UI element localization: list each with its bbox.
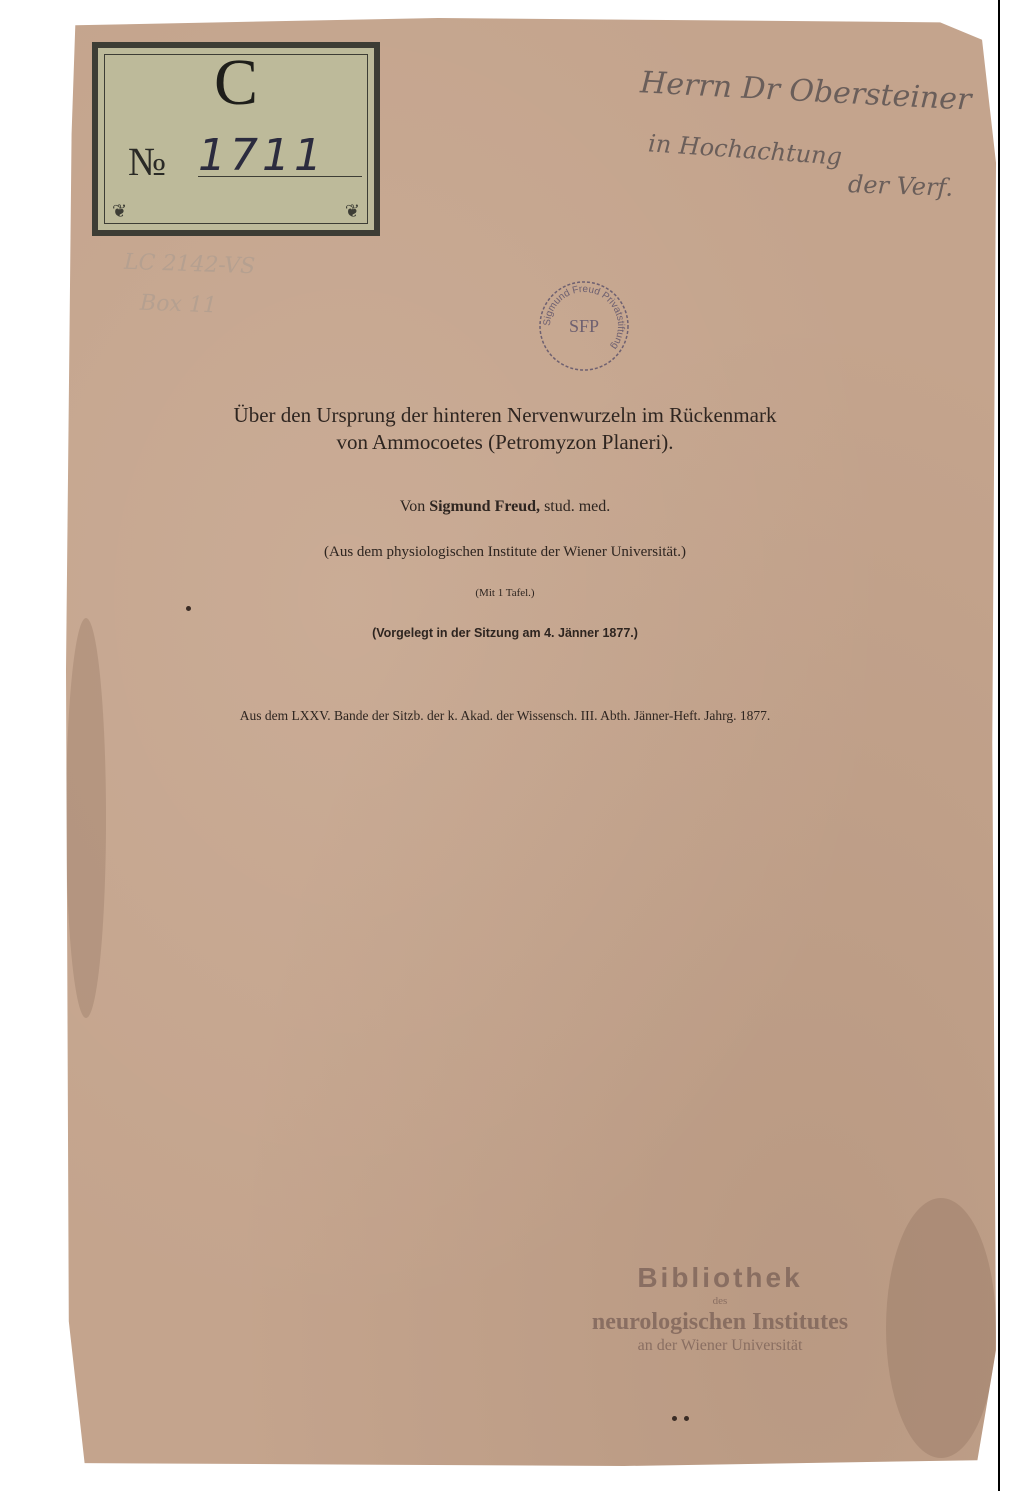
stamp-ring-text: Sigmund Freud Privatstiftung [541, 283, 627, 352]
archive-note-line1: LC 2142-VS [123, 249, 256, 280]
ornament-icon: ❦ [112, 201, 128, 221]
stamp-center: SFP [568, 316, 600, 336]
paper-stain [66, 618, 106, 1018]
plate-note: (Mit 1 Tafel.) [475, 587, 535, 599]
ornament-icon: ❦ [344, 201, 360, 221]
label-number-prefix: № [128, 139, 167, 184]
document-title [160, 402, 850, 456]
inscription-line1: Herrn Dr Obersteiner [639, 65, 973, 118]
presented-note: (Vorgelegt in der Sitzung am 4. Jänner 1877.) [372, 626, 638, 640]
sfp-stamp [536, 278, 632, 374]
byline [160, 498, 850, 516]
label-rule [198, 176, 362, 177]
archive-note-line2: Box 11 [139, 290, 218, 319]
title-line1: Über den Ursprung der hinteren Nervenwurzeln im Rückenmark [233, 403, 777, 427]
label-letter: C [213, 46, 259, 119]
author-name: Sigmund Freud, [429, 498, 541, 515]
library-stamp-line2: des [712, 1295, 728, 1307]
title-line2: von Ammocoetes (Petromyzon Planeri). [336, 430, 674, 454]
inscription-line2: in Hochachtung [647, 129, 843, 171]
scan-edge-line [998, 0, 1000, 1491]
paper-speck [684, 1416, 689, 1421]
institute-line: (Aus dem physiologischen Institute der Wiener Universität.) [324, 544, 686, 560]
library-stamp-line3: neurologischen Institutes [591, 1309, 849, 1335]
library-stamp-line4: an der Wiener Universität [637, 1337, 803, 1354]
label-number: 1711 [198, 130, 326, 181]
library-stamp-line1: Bibliothek [637, 1262, 803, 1293]
byline-prefix: Von [399, 498, 426, 515]
inscription-line3: der Verf. [847, 170, 954, 202]
source-reference: Aus dem LXXV. Bande der Sitzb. der k. Akad. der Wissensch. III. Abth. Jänner-Heft. Jahrg. 1877. [239, 708, 771, 723]
library-stamp [520, 1262, 920, 1356]
catalog-label [92, 42, 380, 236]
paper-speck [672, 1416, 677, 1421]
author-title: stud. med. [544, 498, 611, 515]
paper-speck [186, 606, 191, 611]
